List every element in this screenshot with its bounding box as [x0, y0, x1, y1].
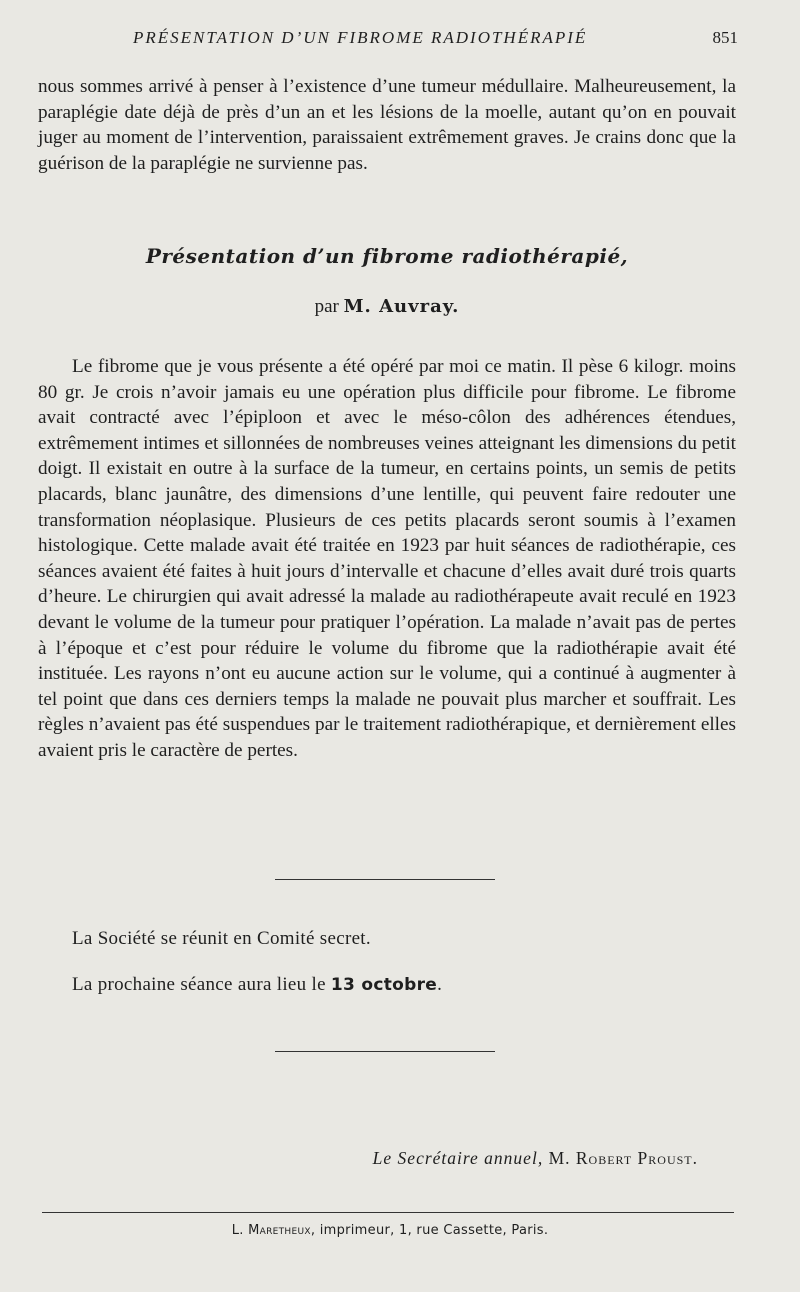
- imprint-printer: L. Maretheux,: [231, 1223, 316, 1238]
- page-number: 851: [712, 28, 738, 47]
- next-session-suffix: .: [437, 974, 443, 995]
- notice-comite-secret: La Société se réunit en Comité secret.: [72, 928, 371, 949]
- article-author: M. Auvray.: [343, 296, 460, 317]
- notice-next-session: [72, 974, 442, 996]
- next-session-date: 13 octobre: [330, 975, 438, 995]
- paragraph-1: nous sommes arrivé à penser à l’existence d’une tumeur médullaire. Malheureusement, la paraplégie date déjà de près d’un an et les lésions de la moelle, autant qu’on en pouvait juger au moment de l’intervention, paraissaient extrêmement graves. Je crains donc que la guérison de la paraplégie ne survienne pas.: [38, 76, 736, 174]
- imprint: [0, 1223, 780, 1238]
- section-divider: [275, 879, 495, 880]
- paragraph-2: Le fibrome que je vous présente a été opéré par moi ce matin. Il pèse 6 kilogr. moins 80 gr. Je crois n’avoir jamais eu une opération plus difficile pour fibrome. Le fibrome avait contracté avec l’épiploon et avec le méso-côlon des adhérences étendues, extrêmement intimes et sillonnées de nombreuses veines atteignant les dimensions du petit doigt. Il existait en outre à la surface de la tumeur, en certains points, un semis de petits placards, blanc jaunâtre, des dimensions d’une lentille, qui peuvent faire redouter une transformation néoplasique. Plusieurs de ces petits placards seront soumis à l’examen histologique. Cette malade avait été traitée en 1923 par huit séances de radiothérapie, ces séances avaient été faites à huit jours d’intervalle et chacune d’elles avait duré trois quarts d’heure. Le chirurgien qui avait adressé la malade au radiothérapeute avait reculé en 1923 devant le volume de la tumeur pour pratiquer l’opération. La malade n’avait pas de pertes à l’époque et c’est pour réduire le volume du fibrome que la radiothérapie avait été instituée. Les rayons n’ont eu aucune action sur le volume, qui a continué à augmenter à tel point que dans ces derniers temps la malade ne pouvait plus marcher et souffrait. Les règles n’avaient pas été suspendues par le traitement radiothérapique, et dernièrement elles avaient pris le caractère de pertes.: [38, 356, 736, 761]
- signature: [373, 1148, 698, 1169]
- article-title: Présentation d’un fibrome radiothérapié,: [145, 244, 629, 268]
- running-head-title: PRÉSENTATION D’UN FIBROME RADIOTHÉRAPIÉ: [133, 28, 588, 47]
- signature-role: Le Secrétaire annuel,: [372, 1148, 544, 1168]
- section-divider-2: [275, 1051, 495, 1052]
- footer-rule: [42, 1212, 734, 1213]
- next-session-prefix: La prochaine séance aura lieu le: [72, 974, 326, 995]
- byline-prefix: par: [314, 296, 339, 317]
- imprint-address: imprimeur, 1, rue Cassette, Paris.: [319, 1223, 549, 1238]
- article-byline: [38, 296, 736, 318]
- signature-name: M. Robert Proust.: [548, 1148, 698, 1168]
